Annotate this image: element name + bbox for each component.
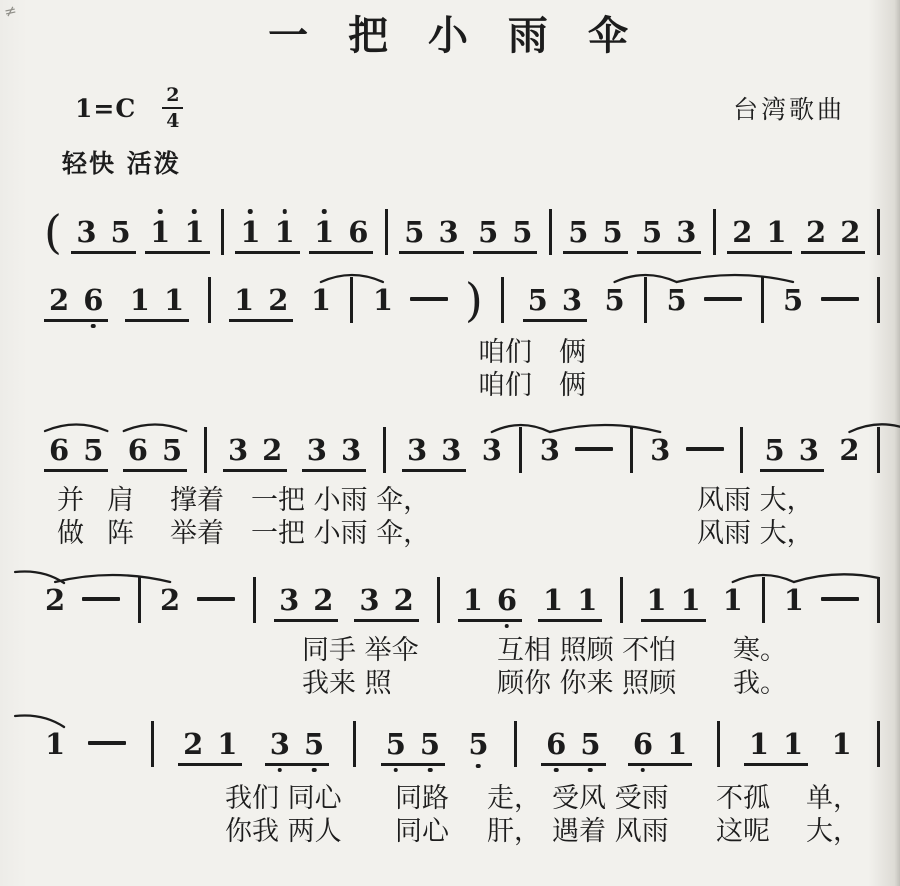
note [782, 729, 804, 759]
note [511, 217, 533, 247]
source-credit: 台湾歌曲 [732, 95, 845, 124]
beam-group [44, 435, 108, 472]
note-digit: 3 [441, 433, 462, 467]
note-digit: 2 [313, 583, 334, 617]
note [269, 729, 291, 759]
dash-note [82, 597, 120, 601]
note [632, 729, 654, 759]
barline [740, 427, 743, 473]
note [764, 435, 786, 465]
note-digit: 3 [650, 433, 671, 467]
note [765, 217, 787, 247]
note [347, 217, 369, 247]
octave-dot-low [476, 764, 481, 769]
note-digit: 3 [481, 433, 502, 467]
lyric-segment: 顾你 你来 照顾 [497, 668, 677, 699]
beam-group [265, 729, 329, 766]
note-digit: 1 [372, 283, 394, 317]
note-digit: 6 [496, 583, 518, 617]
note [310, 285, 332, 315]
beam-group [309, 217, 373, 254]
barline [385, 209, 388, 255]
lyric-segment: 你我 两人 [225, 816, 342, 847]
octave-dot-high [248, 209, 253, 214]
note [645, 585, 667, 615]
note-digit: 3 [279, 583, 300, 617]
note [44, 729, 66, 759]
note-digit: 2 [840, 215, 861, 249]
barline [620, 577, 623, 623]
note [542, 585, 564, 615]
note-digit: 1 [274, 215, 295, 249]
beam-group [637, 217, 701, 254]
note [462, 585, 484, 615]
barline [514, 721, 517, 767]
note-digit: 1 [462, 583, 483, 617]
beam-group [274, 585, 338, 622]
note [239, 217, 261, 247]
lyric-segment: 咱们 俩 [478, 370, 586, 401]
note-digit: 5 [527, 283, 548, 317]
dash-note [821, 297, 859, 301]
note [567, 217, 589, 247]
note [467, 729, 489, 759]
note [278, 585, 300, 615]
lyric-segment: 不孤 [716, 783, 770, 814]
note [48, 285, 70, 315]
note-digit: 1 [766, 215, 787, 249]
octave-dot-high [322, 209, 327, 214]
note [358, 585, 380, 615]
lyrics-block [0, 486, 900, 554]
note-digit: 3 [561, 283, 583, 317]
note [722, 585, 744, 615]
note-digit: 5 [404, 215, 425, 249]
note [601, 217, 623, 247]
lyric-segment: 互相 照顾 不怕 [497, 635, 677, 666]
lyrics-block [0, 338, 900, 406]
note [579, 729, 601, 759]
note-digit: 2 [49, 283, 70, 317]
note-digit: 3 [798, 433, 819, 467]
lyric-segment: 同心 [395, 816, 449, 847]
note [782, 285, 804, 315]
note-digit: 6 [546, 727, 567, 761]
lyric-segment: 这呢 [716, 816, 770, 847]
note-digit: 1 [45, 727, 66, 761]
barline [353, 721, 356, 767]
note-digit: 1 [543, 583, 564, 617]
octave-dot-low [641, 768, 646, 773]
barline [762, 577, 765, 623]
note-digit: 1 [217, 727, 238, 761]
note [838, 435, 860, 465]
barline [630, 427, 633, 473]
note-digit: 1 [163, 283, 185, 317]
note-digit: 5 [110, 215, 131, 249]
note-digit: 6 [83, 283, 104, 317]
note [149, 217, 171, 247]
note [261, 435, 283, 465]
barline [877, 277, 880, 323]
note-digit: 6 [127, 433, 148, 467]
octave-dot-low [428, 768, 433, 773]
beam-group [71, 217, 135, 254]
lyric-segment: 受风 受雨 [552, 783, 669, 814]
note [183, 217, 205, 247]
barline [717, 721, 720, 767]
lyric-segment: 举着 一把 小雨 伞， [170, 518, 431, 549]
note-digit: 2 [183, 727, 204, 761]
music-line [0, 420, 900, 480]
lyric-segment: 走， [487, 783, 541, 814]
note [748, 729, 770, 759]
octave-dot-low [394, 768, 399, 773]
lyric-segment: 咱们 俩 [478, 337, 586, 368]
note-digit: 1 [667, 727, 688, 761]
barline [877, 577, 880, 623]
note [561, 285, 583, 315]
lyric-segment: 撑着 一把 小雨 伞， [170, 485, 431, 516]
octave-dot-low [278, 768, 283, 773]
barline [877, 427, 880, 473]
note-digit: 5 [161, 433, 183, 467]
lyric-segment: 做 [57, 518, 84, 549]
lyric-segment: 肝， [487, 816, 541, 847]
open-paren: ( [44, 205, 62, 259]
beam-group [760, 435, 824, 472]
note [161, 435, 183, 465]
beam-group [538, 585, 602, 622]
note-digit: 5 [478, 215, 499, 249]
note-digit: 3 [406, 433, 428, 467]
beam-group [541, 729, 605, 766]
note-digit: 6 [49, 433, 70, 467]
octave-dot-high [158, 209, 163, 214]
note [477, 217, 499, 247]
beam-group [44, 285, 108, 322]
beam-group [223, 435, 287, 472]
note [406, 435, 428, 465]
note-digit: 6 [348, 215, 369, 249]
note-digit: 1 [783, 583, 804, 617]
octave-dot-high [282, 209, 287, 214]
note [666, 285, 688, 315]
lyric-segment: 并 [57, 485, 84, 516]
beam-group [801, 217, 865, 254]
note [306, 435, 328, 465]
beam-group [125, 285, 189, 322]
note-digit: 5 [602, 215, 623, 249]
octave-dot-low [91, 324, 96, 329]
note-digit: 5 [568, 215, 589, 249]
barline [383, 427, 386, 473]
note [233, 285, 255, 315]
note [830, 729, 852, 759]
note-digit: 1 [129, 283, 150, 317]
beam-group [641, 585, 705, 622]
note [545, 729, 567, 759]
music-line [0, 202, 900, 262]
note [539, 435, 561, 465]
note-digit: 2 [839, 433, 860, 467]
beam-group [563, 217, 627, 254]
note-digit: 3 [306, 433, 327, 467]
octave-dot-low [312, 768, 317, 773]
barline [253, 577, 256, 623]
dash-note [410, 297, 448, 301]
note-digit: 5 [419, 727, 441, 761]
barline [437, 577, 440, 623]
dash-note [197, 597, 235, 601]
beam-group [178, 729, 242, 766]
score [0, 202, 900, 852]
barline [519, 427, 522, 473]
note-digit: 3 [269, 727, 290, 761]
note-digit: 5 [468, 727, 489, 761]
note-digit: 5 [782, 283, 804, 317]
lyric-segment: 单， [806, 783, 860, 814]
note-digit: 1 [680, 583, 701, 617]
note [48, 435, 70, 465]
lyrics-block [0, 636, 900, 704]
barline [350, 277, 353, 323]
beam-group [302, 435, 366, 472]
lyric-segment: 风雨 大， [697, 518, 814, 549]
barline [761, 277, 764, 323]
note [641, 217, 663, 247]
note-digit: 5 [666, 283, 687, 317]
note-digit: 2 [160, 583, 181, 617]
barline [208, 277, 211, 323]
note [675, 217, 697, 247]
beam-group [458, 585, 522, 622]
note [419, 729, 441, 759]
note-digit: 3 [340, 433, 362, 467]
beam-group [145, 217, 209, 254]
barline [151, 721, 154, 767]
beam-group [123, 435, 187, 472]
barline [501, 277, 504, 323]
note [159, 585, 181, 615]
note [783, 585, 805, 615]
note-digit: 1 [748, 727, 769, 761]
barline [138, 577, 141, 623]
lyric-segment: 大， [806, 816, 860, 847]
note-digit: 1 [234, 283, 255, 317]
barline [204, 427, 207, 473]
note [163, 285, 185, 315]
song-title: 一 把 小 雨 伞 [268, 12, 632, 59]
note-digit: 3 [438, 215, 459, 249]
note-digit: 3 [359, 583, 380, 617]
note [805, 217, 827, 247]
note [731, 217, 753, 247]
note-digit: 2 [45, 583, 66, 617]
barline [713, 209, 716, 255]
dash-note [704, 297, 742, 301]
barline [221, 209, 224, 255]
note-digit: 5 [764, 433, 785, 467]
lyric-segment: 我。 [733, 668, 787, 699]
time-signature-numerator: 2 [166, 83, 180, 106]
music-line [0, 270, 900, 330]
beam-group [628, 729, 692, 766]
note-digit: 5 [385, 727, 406, 761]
beam-group [381, 729, 445, 766]
barline [877, 209, 880, 255]
lyric-segment: 风雨 大， [697, 485, 814, 516]
beam-group [354, 585, 418, 622]
note-digit: 5 [83, 433, 104, 467]
beam-group [402, 435, 466, 472]
note-digit: 2 [806, 215, 827, 249]
beam-group [399, 217, 463, 254]
note [603, 285, 625, 315]
note-digit: 1 [310, 283, 331, 317]
time-signature-denominator: 4 [162, 107, 183, 131]
music-line [0, 714, 900, 774]
beam-group [727, 217, 791, 254]
note-digit: 5 [512, 215, 533, 249]
note [385, 729, 407, 759]
note-digit: 2 [268, 283, 289, 317]
beam-group [229, 285, 293, 322]
lyric-segment: 同手 举伞 [302, 635, 419, 666]
dash-note [88, 741, 126, 745]
note [340, 435, 362, 465]
note [274, 217, 296, 247]
note [44, 585, 66, 615]
note [227, 435, 249, 465]
barline [644, 277, 647, 323]
dash-note [575, 447, 613, 451]
lyrics-block [0, 784, 900, 852]
note [127, 435, 149, 465]
octave-dot-low [588, 768, 593, 773]
note [839, 217, 861, 247]
close-paren: ) [464, 273, 483, 327]
dash-note [686, 447, 724, 451]
note-digit: 1 [783, 727, 804, 761]
meta-row [0, 84, 900, 132]
note [481, 435, 503, 465]
lyric-segment: 遇着 风雨 [552, 816, 669, 847]
note [110, 217, 132, 247]
note-digit: 1 [314, 215, 335, 249]
key-signature: 1=C [75, 93, 137, 123]
barline [549, 209, 552, 255]
note [75, 217, 97, 247]
note [393, 585, 415, 615]
note-digit: 1 [240, 215, 261, 249]
note [680, 585, 702, 615]
key-signature-group [75, 83, 183, 132]
lyric-segment: 阵 [107, 518, 134, 549]
lyric-segment: 同路 [395, 783, 449, 814]
beam-group [473, 217, 537, 254]
note-digit: 5 [604, 283, 625, 317]
music-line [0, 570, 900, 630]
octave-dot-low [554, 768, 559, 773]
note-digit: 1 [150, 215, 171, 249]
note [666, 729, 688, 759]
note [312, 585, 334, 615]
note [496, 585, 518, 615]
scan-artifact: ≠ [2, 0, 21, 22]
note-digit: 3 [539, 433, 560, 467]
note-digit: 1 [184, 215, 205, 249]
lyric-segment: 我来 照 [302, 668, 392, 699]
barline [877, 721, 880, 767]
note-digit: 1 [722, 583, 743, 617]
lyric-segment: 寒。 [733, 635, 787, 666]
lyric-segment: 我们 同心 [225, 783, 342, 814]
note-digit: 1 [831, 727, 852, 761]
note [182, 729, 204, 759]
note [649, 435, 671, 465]
note [82, 285, 104, 315]
note-digit: 2 [732, 215, 753, 249]
note [437, 217, 459, 247]
time-signature [162, 83, 183, 132]
note [798, 435, 820, 465]
note [440, 435, 462, 465]
note-digit: 3 [76, 215, 97, 249]
note-digit: 1 [646, 583, 667, 617]
lyric-segment: 肩 [107, 485, 134, 516]
note [527, 285, 549, 315]
octave-dot-low [505, 624, 510, 629]
note [216, 729, 238, 759]
note [82, 435, 104, 465]
note [303, 729, 325, 759]
beam-group [523, 285, 587, 322]
note-digit: 2 [262, 433, 283, 467]
note [576, 585, 598, 615]
dash-note [821, 597, 859, 601]
note-digit: 1 [577, 583, 598, 617]
note [403, 217, 425, 247]
tempo-marking: 轻快 活泼 [62, 149, 181, 178]
note-digit: 3 [676, 215, 697, 249]
note-digit: 2 [393, 583, 414, 617]
note [372, 285, 394, 315]
note-digit: 5 [303, 727, 325, 761]
note-digit: 5 [580, 727, 601, 761]
octave-dot-high [192, 209, 197, 214]
note [313, 217, 335, 247]
note [129, 285, 151, 315]
beam-group [235, 217, 299, 254]
note-digit: 6 [632, 727, 654, 761]
note [267, 285, 289, 315]
note-digit: 5 [642, 215, 663, 249]
beam-group [744, 729, 808, 766]
note-digit: 3 [227, 433, 249, 467]
